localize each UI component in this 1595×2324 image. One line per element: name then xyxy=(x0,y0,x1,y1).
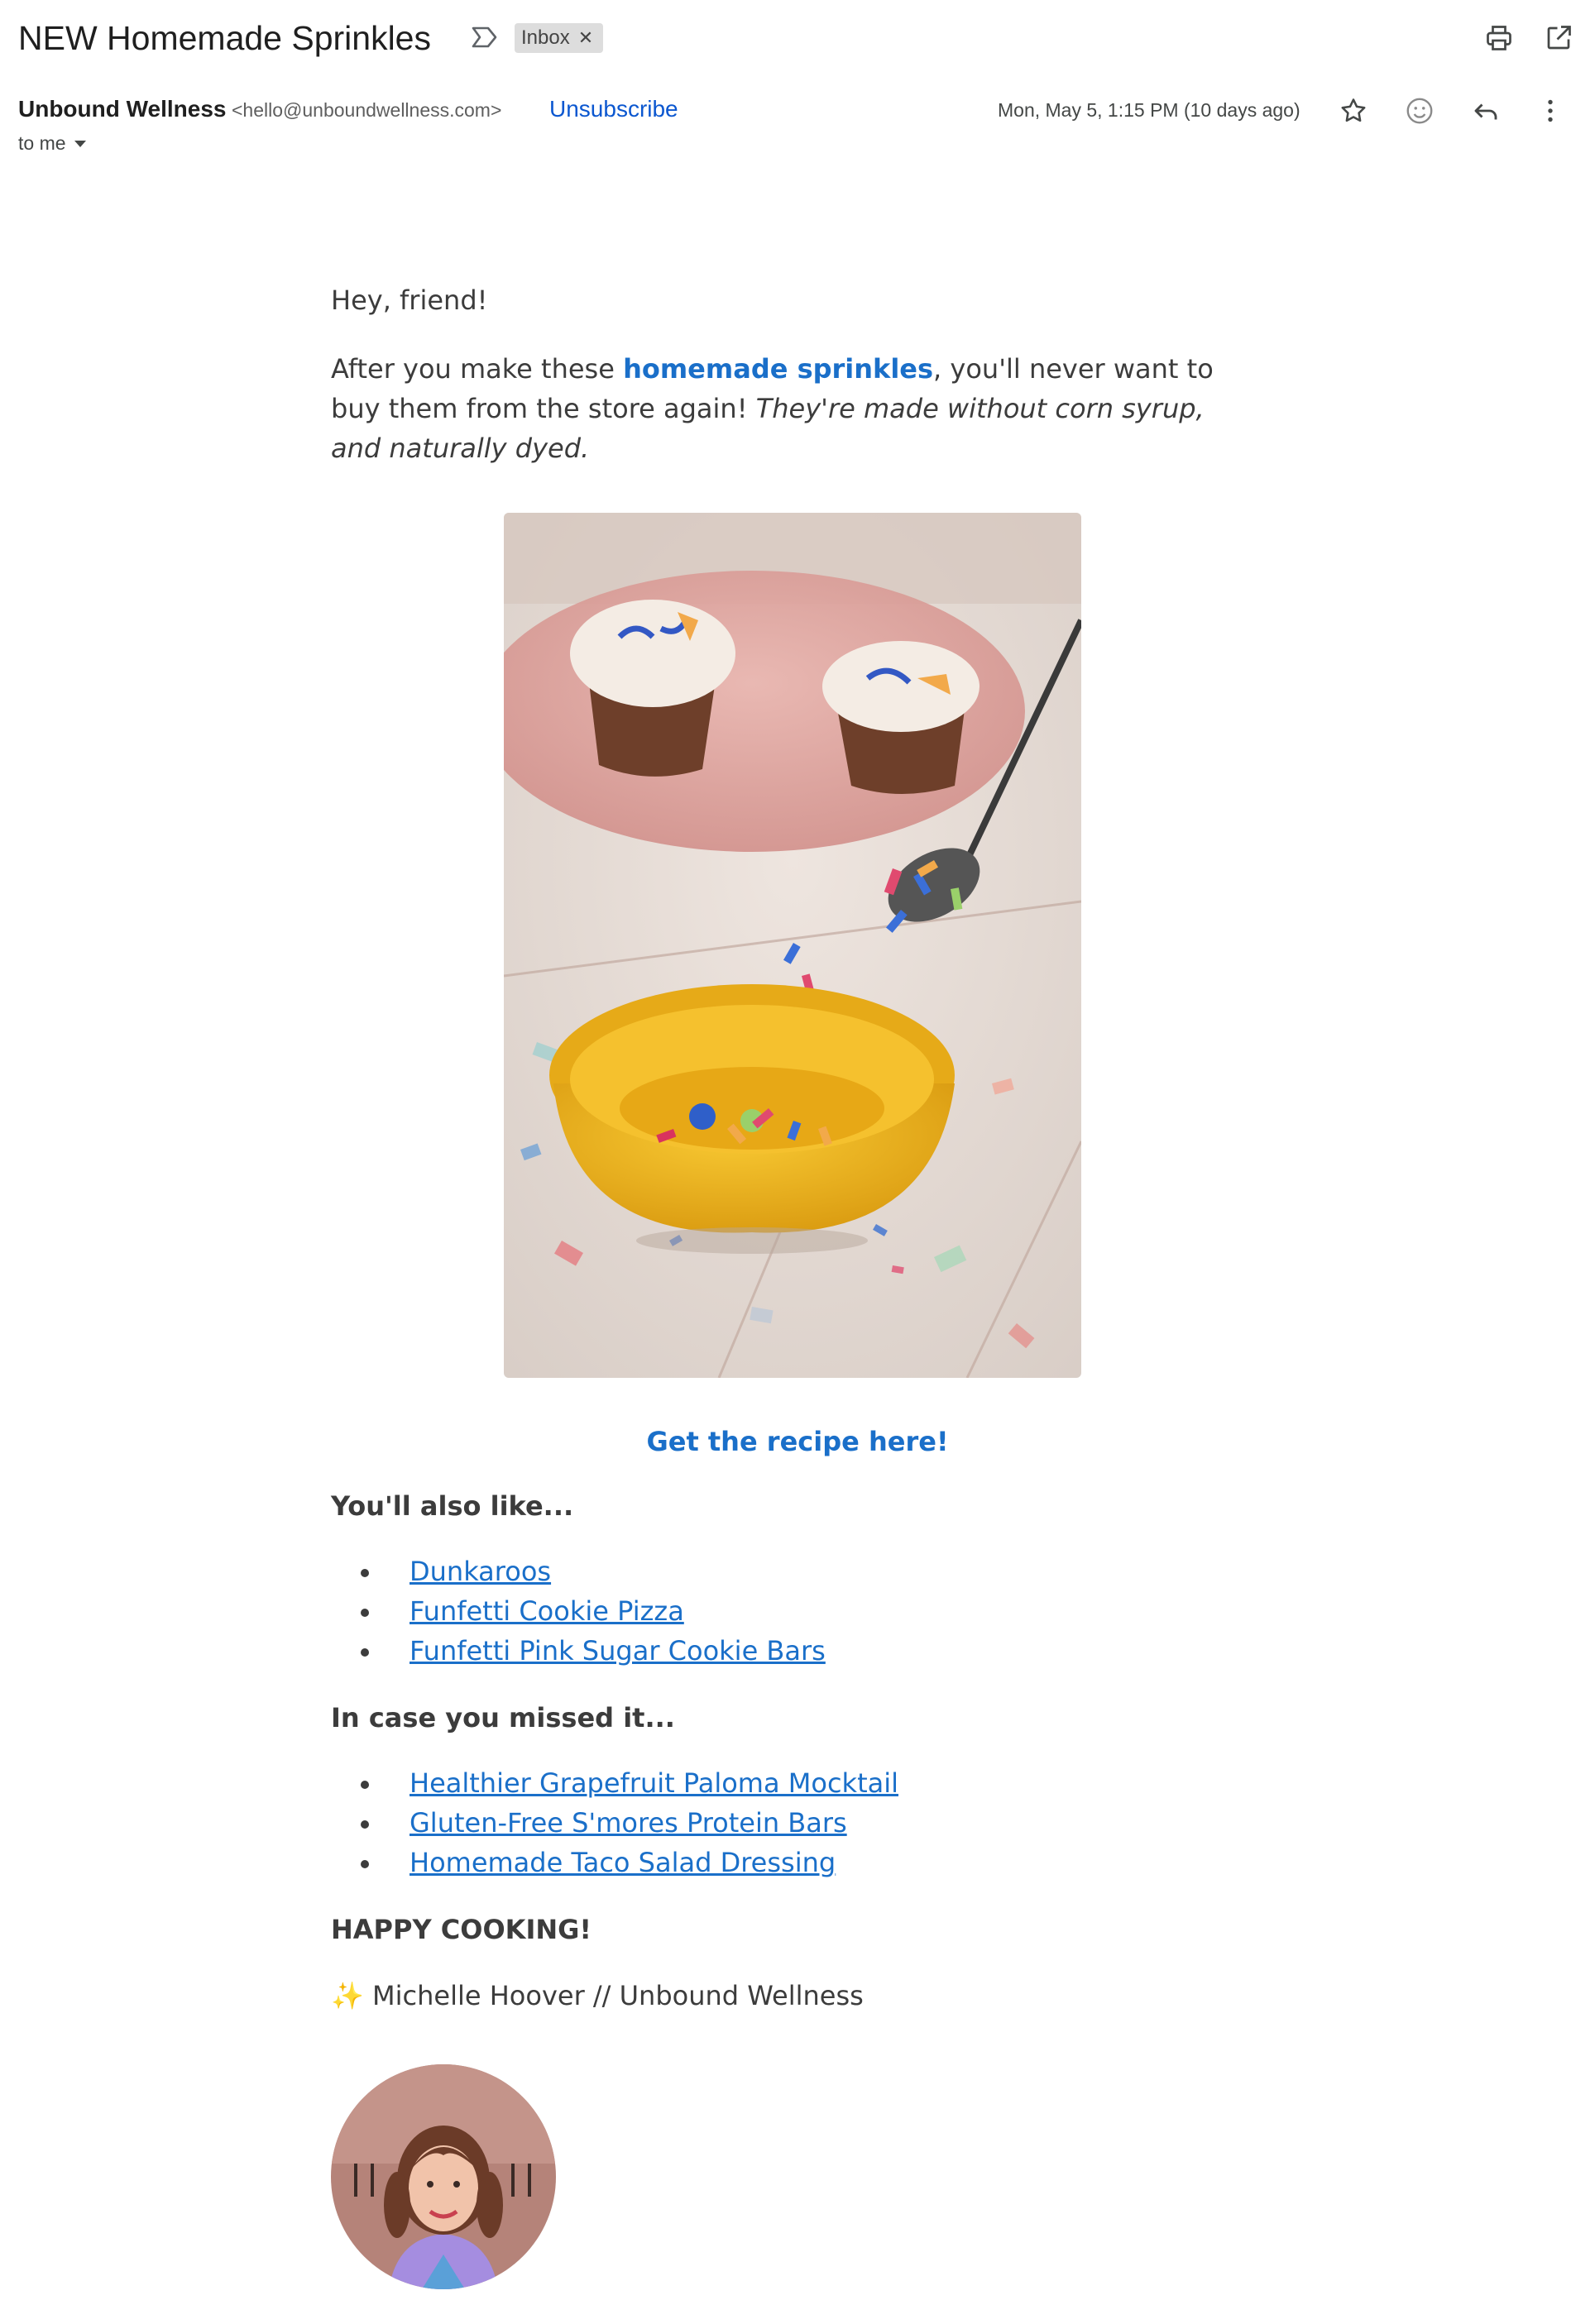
recipe-cta xyxy=(0,1426,1595,1457)
recipient-text: to me xyxy=(18,132,66,154)
sparkles-icon: ✨ xyxy=(331,1980,364,2011)
list-item xyxy=(331,1552,826,1591)
print-icon[interactable] xyxy=(1478,17,1521,60)
funfetti-pink-sugar-cookie-bars-link[interactable]: Funfetti Pink Sugar Cookie Bars xyxy=(410,1635,826,1666)
email-subject: NEW Homemade Sprinkles xyxy=(18,19,431,57)
inbox-label-text: Inbox xyxy=(521,26,570,49)
reply-icon[interactable] xyxy=(1464,89,1507,132)
email-date: Mon, May 5, 1:15 PM (10 days ago) xyxy=(998,99,1300,121)
also-like-heading: You'll also like... xyxy=(331,1490,574,1522)
signoff: HAPPY COOKING! xyxy=(331,1914,592,1945)
list-item xyxy=(331,1591,826,1631)
inbox-label-chip[interactable] xyxy=(515,23,603,53)
list-item xyxy=(331,1631,826,1671)
author-avatar xyxy=(331,2064,556,2289)
list-item xyxy=(331,1843,898,1882)
caret-down-icon xyxy=(73,139,88,149)
emoji-reaction-icon[interactable] xyxy=(1398,89,1441,132)
sender-email: <hello@unboundwellness.com> xyxy=(232,99,502,121)
intro-text-after: , you'll never want to buy them from the store again! xyxy=(331,353,1214,424)
signature xyxy=(331,1980,864,2011)
homemade-sprinkles-link[interactable]: homemade sprinkles xyxy=(623,353,934,385)
missed-heading: In case you missed it... xyxy=(331,1702,675,1733)
list-item xyxy=(331,1763,898,1803)
intro-paragraph xyxy=(331,349,1224,468)
star-icon[interactable] xyxy=(1332,89,1375,132)
recipient-toggle[interactable] xyxy=(18,132,88,155)
funfetti-cookie-pizza-link[interactable]: Funfetti Cookie Pizza xyxy=(410,1595,684,1627)
label-outline-icon[interactable] xyxy=(470,25,500,50)
hero-image-sprinkles[interactable] xyxy=(504,513,1081,1378)
get-recipe-link[interactable]: Get the recipe here! xyxy=(646,1426,949,1457)
remove-label-icon[interactable]: ✕ xyxy=(577,27,594,48)
taco-salad-dressing-link[interactable]: Homemade Taco Salad Dressing xyxy=(410,1847,836,1878)
intro-italic: They're made without corn syrup, and naturally dyed. xyxy=(331,393,1205,464)
signature-text: Michelle Hoover // Unbound Wellness xyxy=(372,1980,864,2011)
smores-protein-bars-link[interactable]: Gluten-Free S'mores Protein Bars xyxy=(410,1807,847,1839)
greeting: Hey, friend! xyxy=(331,285,488,316)
intro-text-before: After you make these xyxy=(331,353,624,385)
unsubscribe-link[interactable]: Unsubscribe xyxy=(549,96,678,122)
missed-list xyxy=(331,1763,898,1882)
list-item xyxy=(331,1803,898,1843)
also-like-list xyxy=(331,1552,826,1671)
open-in-new-window-icon[interactable] xyxy=(1537,17,1580,60)
more-vertical-icon[interactable] xyxy=(1529,89,1572,132)
grapefruit-paloma-mocktail-link[interactable]: Healthier Grapefruit Paloma Mocktail xyxy=(410,1767,898,1799)
dunkaroos-link[interactable]: Dunkaroos xyxy=(410,1556,552,1587)
sender-name: Unbound Wellness xyxy=(18,96,227,122)
